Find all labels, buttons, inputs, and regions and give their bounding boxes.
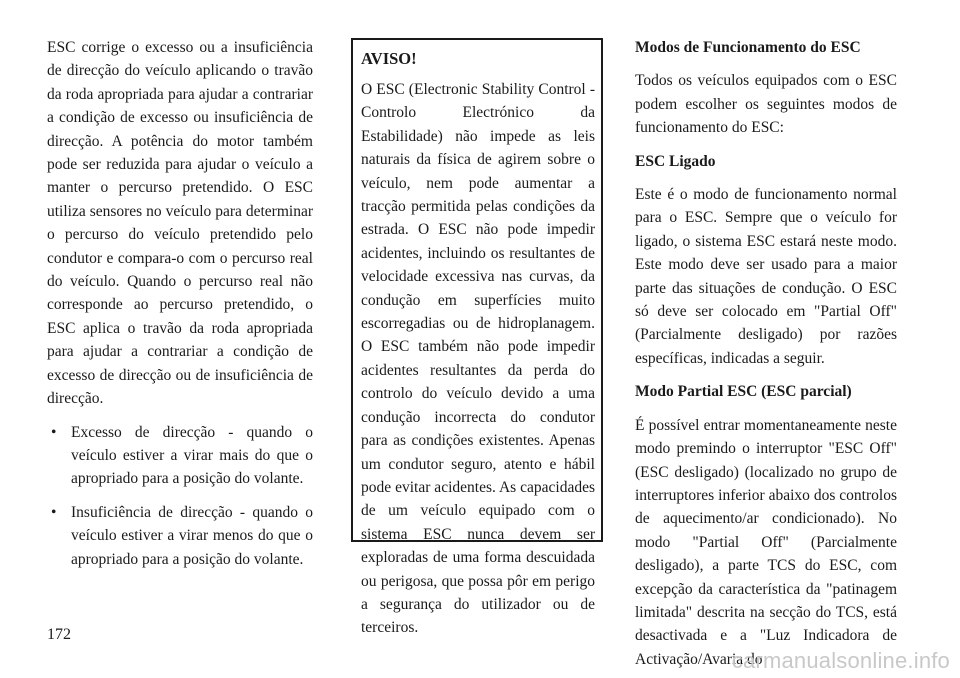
modes-heading: Modos de Funcionamento do ESC	[635, 39, 861, 56]
oversteer-bullet: • Excesso de direcção - quando o veículo estiver a virar mais do que o apropriado para a posição do volante.	[47, 421, 313, 491]
right-column	[635, 36, 897, 671]
page-number: 172	[47, 626, 71, 643]
warning-title: AVISO!	[361, 49, 417, 68]
partial-esc-heading: Modo Partial ESC (ESC parcial)	[635, 383, 852, 401]
esc-on-heading: ESC Ligado	[635, 152, 716, 170]
understeer-bullet: • Insuficiência de direcção - quando o veículo estiver a virar menos do que o apropriado para a posição do volante.	[47, 501, 313, 571]
modes-intro: Todos os veículos equipados com o ESC podem escolher os seguintes modos de funcionamento do ESC:	[635, 72, 897, 137]
esc-on-text: Este é o modo de funcionamento normal para o ESC. Sempre que o veículo for ligado, o sistema ESC estará neste modo. Este modo deve ser usado para a maior parte das situações de condução. O ESC só deve ser colocado em "Partial Off" (Parcialmente desligado) por razões específicas, indicadas a seguir.	[635, 186, 897, 367]
watermark: carmanualsonline.info	[731, 648, 950, 673]
warning-box	[351, 38, 603, 637]
partial-esc-text: É possível entrar momentaneamente neste modo premindo o interruptor "ESC Off" (ESC desligado) (localizado no grupo de interruptores inferior abaixo dos controlos de aquecimento/ar condicionado). No modo "Partial Off" (Parcialmente desligado), a parte TCS do ESC, com excepção da característica da "patinagem limitada" descrita na secção do TCS, está desactivada e a "Luz Indicadora de Activação/Avaria do	[635, 416, 897, 668]
esc-intro-paragraph: ESC corrige o excesso ou a insuficiência de direcção do veículo aplicando o travão da roda apropriada para ajudar a contrariar a condição de excesso ou insuficiência de direcção. A potência do motor também pode ser reduzida para ajudar o veículo a manter o percurso pretendido. O ESC utiliza sensores no veículo para determinar o percurso do veículo pretendido pelo condutor e compara-o com o percurso real do veículo. Quando o percurso real não corresponde ao percurso pretendido, o ESC aplica o travão da roda apropriada para ajudar a contrariar a condição de excesso de direcção ou de insuficiência de direcção.	[47, 39, 313, 408]
warning-text: O ESC (Electronic Stability Control - Controlo Electrónico da Estabilidade) não impede as leis naturais da física de agirem sobre o veículo, nem pode aumentar a tracção permitida pelas condições da estrada. O ESC não pode impedir acidentes, incluindo os resultantes de velocidade excessiva nas curvas, da condução em superfícies muito escorregadias ou de hidroplanagem. O ESC também não pode impedir acidentes resultantes da perda do controlo do veículo devido a uma condução incorrecta do condutor para as condições existentes. Apenas um condutor seguro, atento e hábil pode evitar acidentes. As capacidades de um veículo equipado com o sistema ESC nunca devem ser exploradas de uma forma descuidada ou perigosa, que possa pôr em perigo a segurança do utilizador ou de terceiros.	[361, 81, 595, 637]
steering-bullet-list	[47, 421, 313, 571]
left-column	[47, 36, 313, 581]
